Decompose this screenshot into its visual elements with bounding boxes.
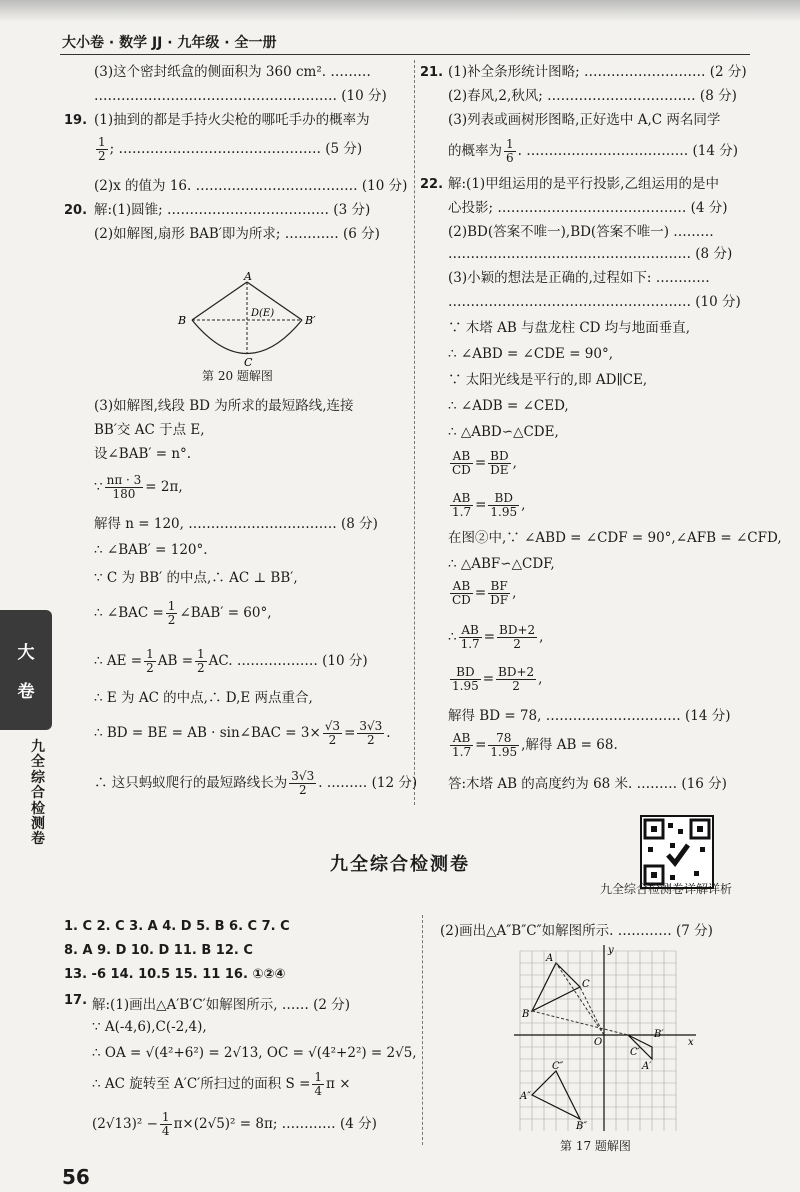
text-line: ∴ AE = $\frac{1}{2}$ AB = $\frac{1}{2}$ AC. ……………… (10 分)	[94, 647, 368, 676]
fig20-label-A: A	[244, 272, 252, 283]
fig17-label-Cpp: C″	[552, 1061, 564, 1072]
text-line: ∴ ∠BAC = $\frac{1}{2}$ ∠BAB′ = 60°,	[94, 599, 272, 628]
figure-caption: 第 20 题解图	[202, 369, 273, 383]
text-line: 心投影; …………………………………… (4 分)	[448, 200, 728, 216]
fig17-label-A: A	[546, 953, 554, 964]
fraction: $\frac{BD+2}{2}$	[499, 623, 536, 652]
header-rule	[60, 54, 750, 55]
qr-caption: 九全综合检测卷详解详析	[600, 882, 733, 896]
fig20-label-Bp: B′	[305, 314, 316, 327]
fig17-label-B: B	[522, 1009, 530, 1020]
qr-module	[670, 843, 675, 848]
side-tab-char: 卷	[17, 682, 35, 702]
page-number: 56	[62, 1165, 90, 1189]
side-section-label: 九全综合检测卷	[31, 739, 45, 848]
fraction: $\frac{3√3}{2}$	[359, 719, 383, 748]
qr-code-icon	[640, 815, 714, 889]
fraction: $\frac{1}{2}$	[98, 135, 106, 164]
qr-module	[668, 823, 673, 828]
question-number: 22.	[420, 177, 444, 192]
text-line: ……………………………………………… (10 分)	[448, 294, 741, 310]
text-line: ∴ BD = BE = AB · sin∠BAC = 3× $\frac{√3}{2}$ = $\frac{3√3}{2}$ .	[94, 719, 391, 748]
text-line: 解得 BD = 78, ………………………… (14 分)	[448, 708, 731, 724]
text-line: $\frac{BD}{1.95}$ = $\frac{BD+2}{2}$ ,	[452, 665, 543, 694]
answer-line: 13. -6 14. 10.5 15. 11 16. ①②④	[64, 967, 286, 982]
text-line: $\frac{AB}{CD}$ = $\frac{BF}{DF}$ ,	[452, 579, 517, 608]
text-line: 解:(1)圆锥; ……………………………… (3 分)	[94, 202, 371, 218]
side-tab	[0, 610, 52, 730]
text-line: ∴ ∠BAB′ = 120°.	[94, 542, 208, 558]
fraction: $\frac{1}{2}$	[167, 599, 176, 628]
fraction: $\frac{1}{2}$	[146, 647, 154, 676]
fraction: $\frac{3√3}{2}$	[291, 769, 315, 798]
qr-module	[651, 826, 657, 832]
text-line: ∴ ∠ABD = ∠CDE = 90°,	[448, 346, 614, 362]
text-line: (2)如解图,扇形 BAB′即为所求; ………… (6 分)	[94, 226, 380, 242]
qr-module	[697, 826, 703, 832]
text-line: ∴ E 为 AC 的中点,∴ D,E 两点重合,	[94, 690, 313, 706]
fig17-label-O: O	[594, 1037, 603, 1048]
figure-caption: 第 17 题解图	[560, 1139, 631, 1153]
text-line: 在图②中,∵ ∠ABD = ∠CDF = 90°,∠AFB = ∠CFD,	[448, 530, 782, 546]
text-line: (2)x 的值为 16. ……………………………… (10 分)	[94, 178, 408, 194]
figure-17	[510, 941, 700, 1131]
text-line: $\frac{AB}{1.7}$ = $\frac{BD}{1.95}$ ,	[452, 491, 526, 520]
fraction: $\frac{AB}{CD}$	[452, 579, 471, 608]
fraction: $\frac{AB}{1.7}$	[460, 623, 480, 652]
text-line: ……………………………………………… (10 分)	[94, 88, 387, 104]
qr-module	[648, 847, 653, 852]
answer-line: 1. C 2. C 3. A 4. D 5. B 6. C 7. C	[64, 919, 290, 934]
text-line: $\frac{1}{2}$ ; ……………………………………… (5 分)	[98, 135, 363, 164]
fraction: $\frac{BF}{DF}$	[490, 579, 509, 608]
column-divider	[414, 60, 416, 805]
text-line: ∴ $\frac{AB}{1.7}$ = $\frac{BD+2}{2}$ ,	[448, 623, 544, 652]
question-number: 21.	[420, 65, 444, 80]
text-line: ∵ 太阳光线是平行的,即 AD∥CE,	[448, 372, 648, 388]
text-line: (2)BD(答案不唯一),BD(答案不唯一) ………	[448, 224, 714, 240]
fraction: $\frac{BD}{1.95}$	[490, 491, 518, 520]
text-line: ∵ 木塔 AB 与盘龙柱 CD 均与地面垂直,	[448, 320, 691, 336]
qr-module	[678, 829, 683, 834]
question-number: 19.	[64, 113, 88, 128]
fraction: $\frac{1}{2}$	[197, 647, 205, 676]
text-line: 的概率为 $\frac{1}{6}$ . ……………………………… (14 分)	[448, 137, 739, 166]
fig17-label-Bp: B′	[654, 1029, 664, 1040]
text-line: ∴ ∠ADB = ∠CED,	[448, 398, 569, 414]
column-divider	[422, 915, 423, 1145]
fig17-label-Ap: A′	[642, 1061, 652, 1072]
text-line: (1)抽到的都是手持火尖枪的哪吒手办的概率为	[94, 112, 370, 128]
text-line: ∴ OA = √(4²+6²) = 2√13, OC = √(4²+2²) = 2√5,	[92, 1045, 417, 1061]
fig17-label-Cp: C′	[630, 1047, 640, 1058]
fraction: $\frac{1}{4}$	[314, 1070, 323, 1099]
fig17-label-C: C	[582, 979, 590, 990]
fraction: $\frac{√3}{2}$	[324, 719, 341, 748]
fraction: $\frac{BD}{DE}$	[490, 449, 509, 478]
fraction: $\frac{AB}{1.7}$	[452, 491, 472, 520]
text-line: $\frac{AB}{1.7}$ = $\frac{78}{1.95}$ ,解得 AB = 68.	[452, 731, 618, 760]
question-number: 20.	[64, 203, 88, 218]
text-line: (3)如解图,线段 BD 为所求的最短路线,连接	[94, 398, 354, 414]
text-line: (2)画出△A″B″C″如解图所示. ………… (7 分)	[440, 923, 713, 939]
fraction: $\frac{AB}{1.7}$	[452, 731, 472, 760]
scan-shadow	[0, 0, 800, 22]
fig20-label-DE: D(E)	[251, 308, 275, 319]
text-line: ∴ △ABF∽△CDF,	[448, 556, 555, 572]
fig17-label-Bpp: B″	[576, 1121, 588, 1131]
text-line: BB′交 AC 于点 E,	[94, 422, 205, 438]
text-line: ……………………………………………… (8 分)	[448, 246, 733, 262]
answer-line: 8. A 9. D 10. D 11. B 12. C	[64, 943, 253, 958]
text-line: 答:木塔 AB 的高度约为 68 米. ……… (16 分)	[448, 776, 727, 792]
section-title: 九全综合检测卷	[330, 854, 470, 875]
fraction: $\frac{1}{4}$	[161, 1110, 170, 1139]
text-line: ∵ $\frac{n\pi \cdot 3}{180}$ = 2π,	[94, 473, 183, 502]
text-line: (2)春风,2,秋风; …………………………… (8 分)	[448, 88, 737, 104]
fraction: $\frac{1}{6}$	[506, 137, 514, 166]
fig17-label-x: x	[688, 1037, 694, 1048]
side-tab-char: 大	[17, 643, 35, 663]
text-line: (3)小颖的想法是正确的,过程如下: …………	[448, 270, 710, 286]
fig20-label-B: B	[178, 314, 187, 327]
text-line: ∴ △ABD∽△CDE,	[448, 424, 559, 440]
text-line: ∵ A(-4,6),C(-2,4),	[92, 1019, 207, 1035]
text-line: (1)补全条形统计图略; ……………………… (2 分)	[448, 64, 747, 80]
fraction: $\frac{BD+2}{2}$	[498, 665, 535, 694]
qr-module	[694, 871, 699, 876]
fig17-label-App: A″	[520, 1091, 531, 1102]
text-line: 解:(1)甲组运用的是平行投影,乙组运用的是中	[448, 176, 719, 192]
text-line: 设∠BAB′ = n°.	[94, 446, 192, 462]
fig20-line-AB	[192, 282, 247, 320]
text-line: ∵ C 为 BB′ 的中点,∴ AC ⊥ BB′,	[94, 570, 298, 586]
page-header: 大小卷 · 数学 JJ · 九年级 · 全一册	[62, 35, 277, 51]
text-line: (3)列表或画树形图略,正好选中 A,C 两名同学	[448, 112, 721, 128]
qr-module	[651, 872, 657, 878]
text-line: $\frac{AB}{CD}$ = $\frac{BD}{DE}$ ,	[452, 449, 517, 478]
text-line: (2√13)² − $\frac{1}{4}$ π×(2√5)² = 8π; ………… (4 分)	[92, 1110, 377, 1139]
text-line: ∴ AC 旋转至 A′C′所扫过的面积 S = $\frac{1}{4}$ π ×	[92, 1070, 351, 1099]
fraction: $\frac{n\pi \cdot 3}{180}$	[106, 473, 142, 502]
text-line: 解:(1)画出△A′B′C′如解图所示, …… (2 分)	[92, 997, 351, 1013]
fraction: $\frac{78}{1.95}$	[490, 731, 518, 760]
text-line: (3)这个密封纸盒的侧面积为 360 cm². ………	[94, 64, 371, 80]
fraction: $\frac{BD}{1.95}$	[452, 665, 479, 694]
fig20-label-C: C	[244, 356, 253, 369]
fraction: $\frac{AB}{CD}$	[452, 449, 471, 478]
text-line: ∴ 这只蚂蚁爬行的最短路线长为 $\frac{3√3}{2}$ . ……… (12 分)	[94, 769, 418, 798]
question-number: 17.	[64, 993, 88, 1008]
text-line: 解得 n = 120, …………………………… (8 分)	[94, 516, 378, 532]
qr-module	[700, 847, 705, 852]
fig17-label-y: y	[608, 945, 614, 956]
